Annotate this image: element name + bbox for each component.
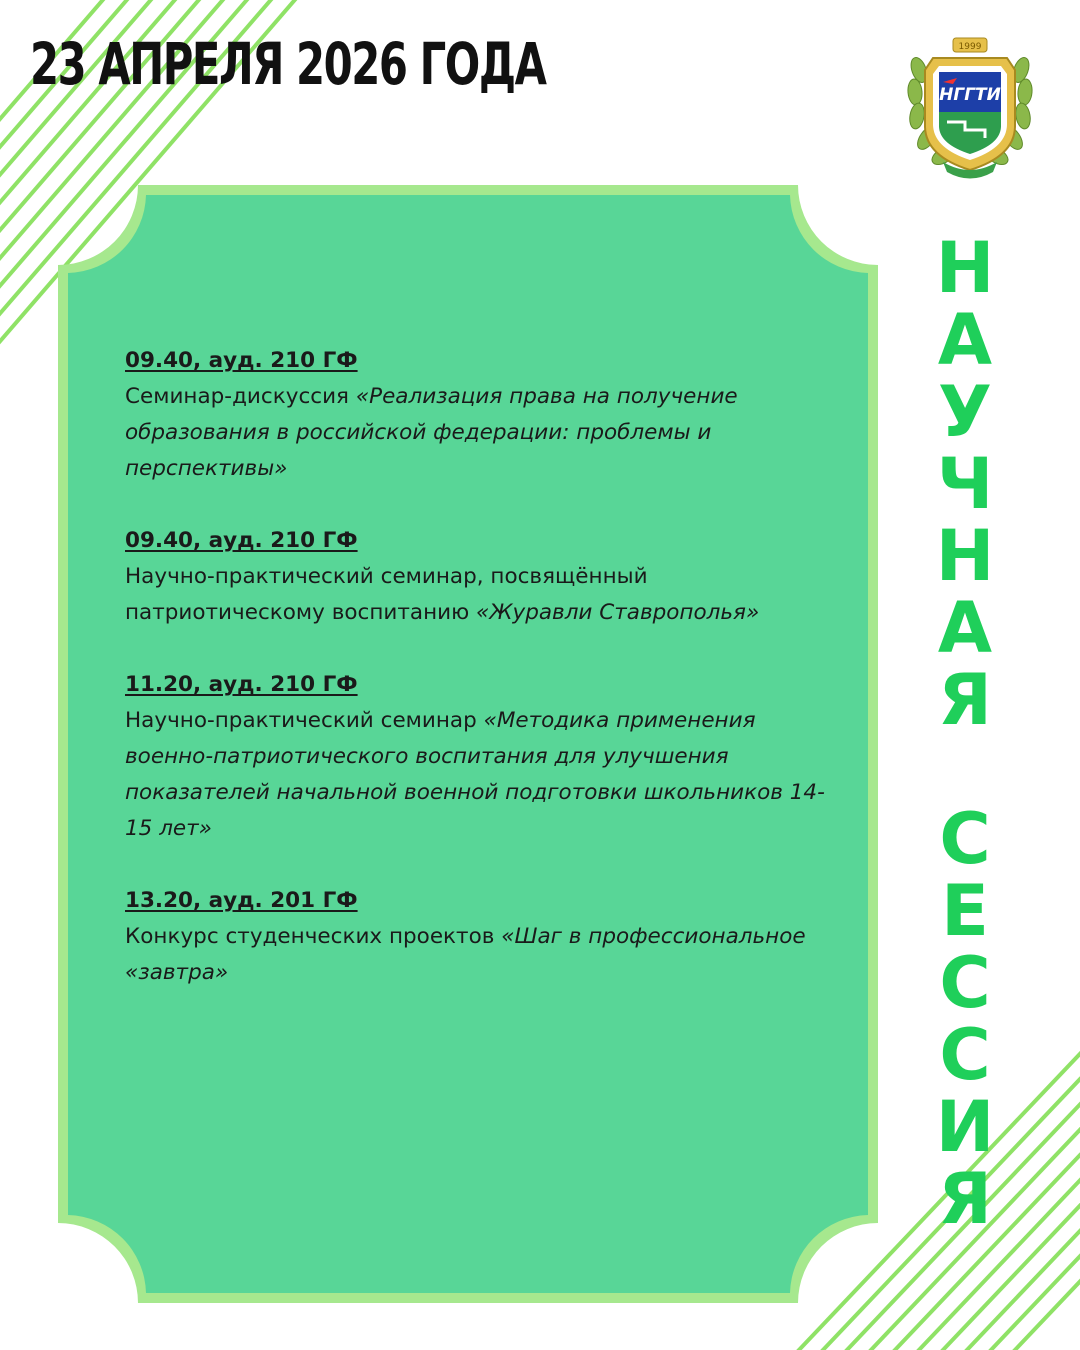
event-time-room: 13.20, ауд. 201 ГФ xyxy=(125,888,358,913)
side-title-letter: А xyxy=(937,587,993,669)
side-title-letter: А xyxy=(937,299,993,381)
side-title-letter: С xyxy=(939,942,991,1024)
side-title-letter: Н xyxy=(935,227,995,309)
side-title-letter: Я xyxy=(938,1158,992,1240)
schedule-event xyxy=(125,343,825,487)
event-type: Семинар-дискуссия xyxy=(125,384,356,409)
event-type: Конкурс студенческих проектов xyxy=(125,924,502,949)
schedule-event xyxy=(125,883,825,991)
side-title-letter: С xyxy=(939,1014,991,1096)
event-title: «Шаг в профессиональное «завтра» xyxy=(125,924,806,985)
event-time-room: 11.20, ауд. 210 ГФ xyxy=(125,672,358,697)
event-title: «Реализация права на получение образования в российской федерации: проблемы и перспективы» xyxy=(125,384,738,481)
event-type: Научно-практический семинар, посвящённый патриотическому воспитанию xyxy=(125,564,648,625)
event-title: «Журавли Ставрополья» xyxy=(476,600,760,625)
side-title-letter: Ч xyxy=(936,443,994,525)
event-title: «Методика применения военно-патриотического воспитания для улучшения показателей начальной военной подготовки школьников 14-15 лет» xyxy=(125,708,825,841)
schedule-event xyxy=(125,667,825,847)
side-title-word-1 xyxy=(925,227,1005,741)
side-title-letter: Я xyxy=(938,659,992,741)
side-title-letter: Е xyxy=(941,870,989,952)
side-title-letter: И xyxy=(935,1086,995,1168)
event-type: Научно-практический семинар xyxy=(125,708,484,733)
side-title-word-2 xyxy=(925,798,1005,1240)
side-title-letter: С xyxy=(939,798,991,880)
event-time-room: 09.40, ауд. 210 ГФ xyxy=(125,528,358,553)
emblem-abbreviation: НГГТИ xyxy=(939,85,1001,105)
schedule-event xyxy=(125,523,825,631)
emblem-year: 1999 xyxy=(958,42,982,52)
event-date-title: 23 АПРЕЛЯ 2026 ГОДА xyxy=(30,30,546,98)
event-time-room: 09.40, ауд. 210 ГФ xyxy=(125,348,358,373)
side-title-letter: Н xyxy=(935,515,995,597)
side-title-letter: У xyxy=(938,371,992,453)
schedule-list xyxy=(125,343,825,1027)
